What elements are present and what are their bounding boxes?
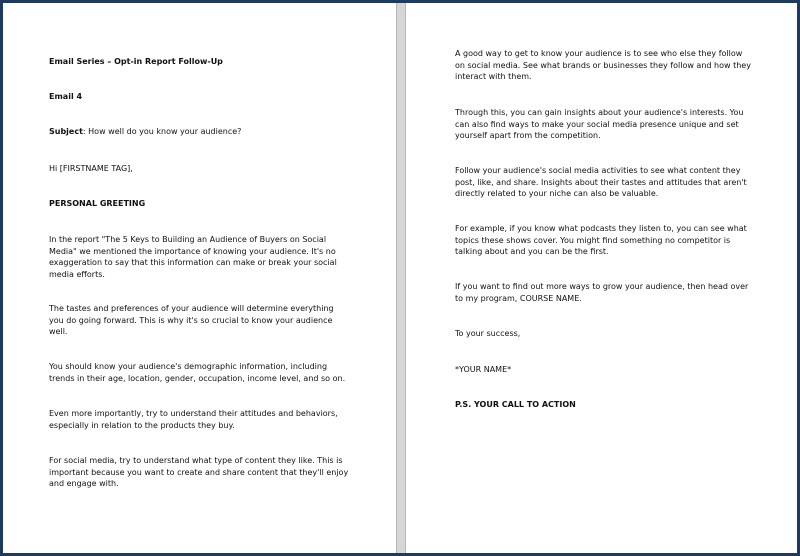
document-viewer [3, 3, 797, 553]
personal-greeting: PERSONAL GREETING [49, 199, 146, 208]
left-paragraph-2: The tastes and preferences of your audience will determine everything you do going forward. This is why it's so crucial to know your audience well. [49, 304, 334, 336]
right-page [406, 3, 797, 553]
right-paragraph-5: If you want to find out more ways to grow your audience, then head over to my program, COURSE NAME. [455, 282, 749, 303]
closing: To your success, [455, 329, 521, 338]
greeting: Hi [FIRSTNAME TAG], [49, 164, 133, 173]
right-paragraph-1: A good way to get to know your audience is to see who else they follow on social media. See what brands or businesses they follow and how they interact with them. [455, 49, 751, 81]
email-number: Email 4 [49, 92, 83, 101]
right-paragraph-2: Through this, you can gain insights about your audience's interests. You can also find ways to make your social media presence unique and set yourself apart from the competition. [455, 108, 744, 140]
right-paragraph-4: For example, if you know what podcasts they listen to, you can see what topics these shows cover. You might find something no competitor is talking about and you can be the first. [455, 224, 747, 256]
subject-line [49, 126, 369, 138]
subject-label: Subject [49, 127, 83, 136]
left-paragraph-5: For social media, try to understand what type of content they like. This is important because you want to create and share content that they'll enjoy and engage with. [49, 456, 349, 488]
page-gutter [396, 3, 406, 553]
left-page [3, 3, 396, 553]
right-paragraph-3: Follow your audience's social media activities to see what content they post, like, and share. Insights about their tastes and attitudes that aren't directly related to your niche can also be valuable. [455, 166, 747, 198]
subject-text: : How well do you know your audience? [82, 127, 242, 136]
series-title: Email Series – Opt-in Report Follow-Up [49, 57, 223, 66]
signature: *YOUR NAME* [455, 365, 512, 374]
left-paragraph-1: In the report "The 5 Keys to Building an Audience of Buyers on Social Media" we mentioned the importance of knowing your audience. It's no exaggeration to say that this information can make or break your social media efforts. [49, 235, 337, 279]
left-paragraph-3: You should know your audience's demographic information, including trends in their age, location, gender, occupation, income level, and so on. [49, 362, 346, 383]
ps-call-to-action: P.S. YOUR CALL TO ACTION [455, 400, 576, 409]
left-paragraph-4: Even more importantly, try to understand their attitudes and behaviors, especially in relation to the products they buy. [49, 409, 338, 430]
